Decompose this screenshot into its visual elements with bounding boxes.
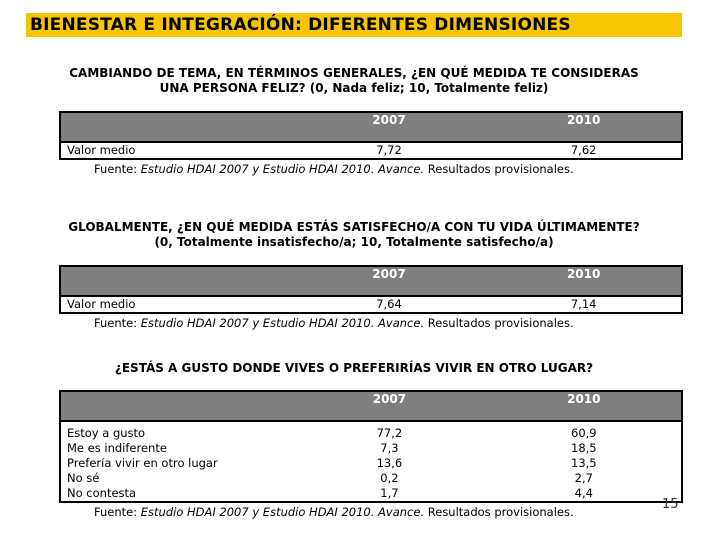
cell-value: 7,3	[380, 441, 399, 455]
table-row	[60, 456, 682, 471]
cell-value: 13,6	[376, 456, 403, 470]
cell-value: 0,2	[380, 471, 399, 485]
table-row	[60, 486, 682, 502]
row-label: Valor medio	[60, 296, 292, 313]
page-number: 15	[662, 497, 679, 512]
question-satisfaction	[26, 220, 682, 250]
cell-value: 7,62	[486, 142, 682, 159]
title-bar	[26, 13, 682, 37]
question-line: ¿ESTÁS A GUSTO DONDE VIVES O PREFERIRÍAS VIVIR EN OTRO LUGAR?	[114, 361, 594, 375]
table-row	[60, 296, 682, 313]
satisfaction-table	[59, 265, 683, 314]
row-label: Estoy a gusto	[60, 426, 292, 441]
column-header: 2007	[292, 266, 487, 296]
table-header-row	[60, 391, 682, 421]
slide-title: BIENESTAR E INTEGRACIÓN: DIFERENTES DIMENSIONES	[30, 15, 571, 35]
column-header: 2010	[487, 391, 682, 421]
table-row	[60, 426, 682, 441]
cell-value: 2,7	[487, 471, 682, 486]
row-label: No sé	[60, 471, 292, 486]
source-note: Fuente: Estudio HDAI 2007 y Estudio HDAI 2010. Avance. Resultados provisionales.	[94, 162, 574, 176]
question-line: CAMBIANDO DE TEMA, EN TÉRMINOS GENERALES, ¿EN QUÉ MEDIDA TE CONSIDERAS	[69, 66, 639, 80]
question-line: GLOBALMENTE, ¿EN QUÉ MEDIDA ESTÁS SATISFECHO/A CON TU VIDA ÚLTIMAMENTE?	[68, 220, 640, 234]
cell-value: 7,72	[292, 142, 487, 159]
cell-value: 7,14	[486, 296, 682, 313]
row-label: Valor medio	[60, 142, 292, 159]
cell-value: 60,9	[487, 426, 682, 441]
row-label: No contesta	[60, 486, 292, 502]
table-row	[60, 471, 682, 486]
row-label: Prefería vivir en otro lugar	[60, 456, 292, 471]
cell-value: 7,64	[292, 296, 487, 313]
column-header: 2007	[292, 112, 487, 142]
source-note: Fuente: Estudio HDAI 2007 y Estudio HDAI 2010. Avance. Resultados provisionales.	[94, 505, 574, 519]
source-note: Fuente: Estudio HDAI 2007 y Estudio HDAI 2010. Avance. Resultados provisionales.	[94, 316, 574, 330]
residence-table	[59, 390, 683, 503]
question-residence	[26, 361, 682, 376]
column-header: 2010	[486, 112, 682, 142]
table-row	[60, 142, 682, 159]
row-label: Me es indiferente	[60, 441, 292, 456]
table-row	[60, 441, 682, 456]
cell-value: 13,5	[487, 456, 682, 471]
cell-value: 77,2	[376, 426, 403, 440]
happiness-table	[59, 111, 683, 160]
cell-value: 4,4	[487, 486, 682, 502]
column-header: 2010	[486, 266, 682, 296]
question-line: (0, Totalmente insatisfecho/a; 10, Totalmente satisfecho/a)	[154, 235, 554, 249]
question-line: UNA PERSONA FELIZ? (0, Nada feliz; 10, Totalmente feliz)	[159, 81, 549, 95]
cell-value: 18,5	[487, 441, 682, 456]
question-happiness	[26, 66, 682, 96]
table-header-row	[60, 112, 682, 142]
column-header: 2007	[292, 391, 486, 421]
cell-value: 1,7	[292, 486, 486, 502]
table-header-row	[60, 266, 682, 296]
